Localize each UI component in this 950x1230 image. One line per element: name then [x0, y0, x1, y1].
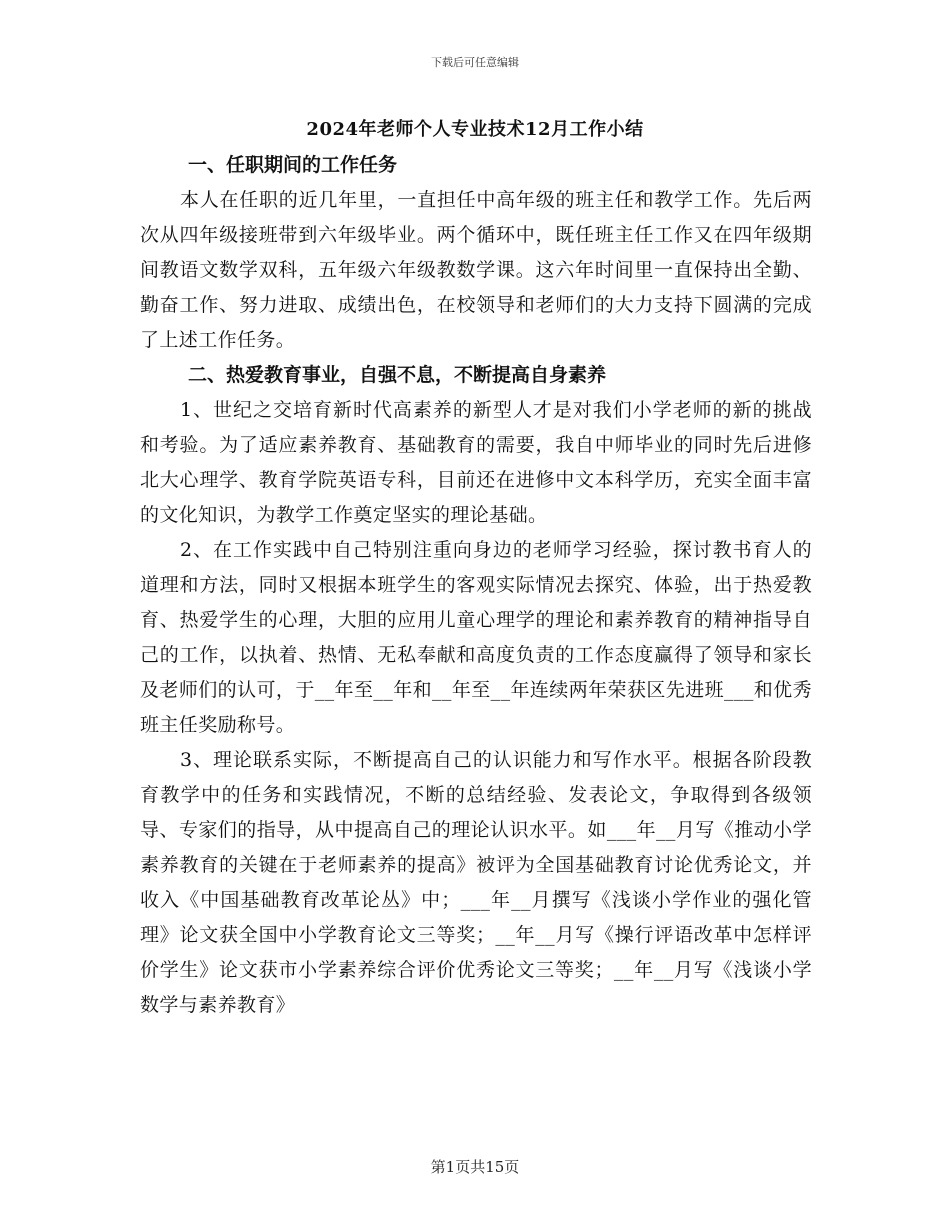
header-note: 下载后可任意编辑 [431, 56, 519, 69]
paragraph: 1、世纪之交培育新时代高素养的新型人才是对我们小学老师的新的挑战和考验。为了适应素养教育、基础教育的需要，我自中师毕业的同时先后进修北大心理学、教育学院英语专科，目前还在进修中文本科学历，充实全面丰富的文化知识，为教学工作奠定坚实的理论基础。 [140, 399, 812, 526]
document-title: 2024年老师个人专业技术12月工作小结 [306, 119, 644, 140]
document-body [140, 148, 812, 1023]
paragraph: 2、在工作实践中自己特别注重向身边的老师学习经验，探讨教书育人的道理和方法，同时又根据本班学生的客观实际情况去探究、体验，出于热爱教育、热爱学生的心理，大胆的应用儿童心理学的理论和素养教育的精神指导自己的工作，以执着、热情、无私奉献和高度负责的工作态度赢得了领导和家长及老师们的认可，于__年至__年和__年至__年连续两年荣获区先进班___和优秀班主任奖励称号。 [140, 539, 812, 736]
paragraph: 本人在任职的近几年里，一直担任中高年级的班主任和教学工作。先后两次从四年级接班带到六年级毕业。两个循环中，既任班主任工作又在四年级期间教语文数学双科，五年级六年级教数学课。这六年时间里一直保持出全勤、勤奋工作、努力进取、成绩出色，在校领导和老师们的大力支持下圆满的完成了上述工作任务。 [140, 189, 812, 351]
section-heading: 二、热爱教育事业，自强不息，不断提高自身素养 [188, 364, 607, 386]
paragraph: 3、理论联系实际，不断提高自己的认识能力和写作水平。根据各阶段教育教学中的任务和实践情况，不断的总结经验、发表论文，争取得到各级领导、专家们的指导，从中提高自己的理论认识水平。如___年__月写《推动小学素养教育的关键在于老师素养的提高》被评为全国基础教育讨论优秀论文，并收入《中国基础教育改革论丛》中；___年__月撰写《浅谈小学作业的强化管理》论文获全国中小学教育论文三等奖；__年__月写《操行评语改革中怎样评价学生》论文获市小学素养综合评价优秀论文三等奖；__年__月写《浅谈小学数学与素养教育》 [140, 749, 812, 1016]
section-heading: 一、任职期间的工作任务 [188, 154, 398, 176]
page-number: 第1页共15页 [430, 1158, 520, 1176]
